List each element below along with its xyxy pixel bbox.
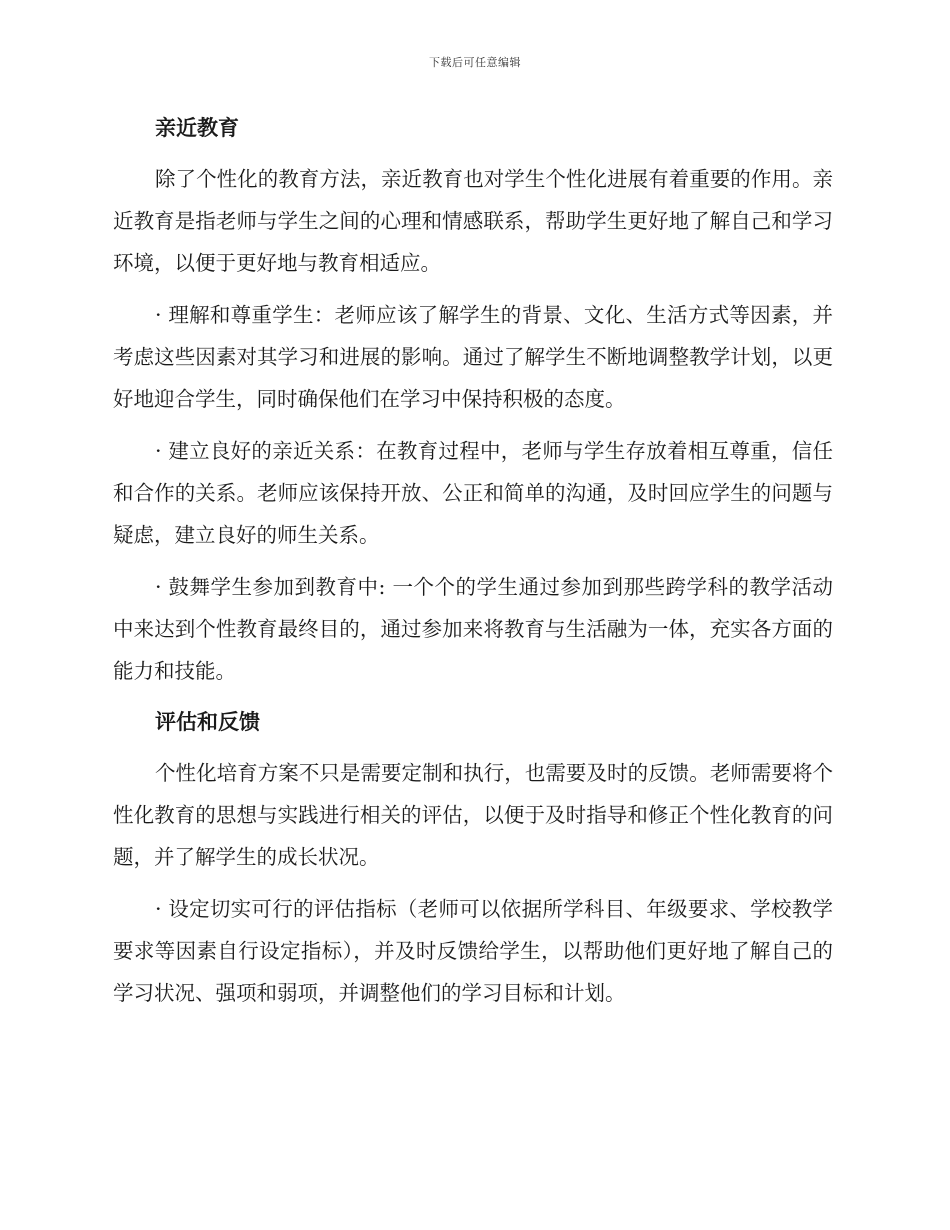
paragraph-set-indicators: · 设定切实可行的评估指标（老师可以依据所学科目、年级要求、学校教学要求等因素自行设定指标），并及时反馈给学生，以帮助他们更好地了解自己的学习状况、强项和弱项，并调整他们的学习目标和计划。: [113, 897, 833, 1005]
section-heading-closeness-education: 亲近教育: [155, 116, 239, 140]
paragraph-closeness-intro: 除了个性化的教育方法，亲近教育也对学生个性化进展有着重要的作用。亲近教育是指老师与学生之间的心理和情感联系，帮助学生更好地了解自己和学习环境，以便于更好地与教育相适应。: [113, 167, 833, 275]
paragraph-encourage-participation: · 鼓舞学生参加到教育中: 一个个的学生通过参加到那些跨学科的教学活动中来达到个性教育最终目的，通过参加来将教育与生活融为一体，充实各方面的能力和技能。: [113, 575, 833, 683]
document-body: [113, 108, 833, 1024]
paragraph-understand-respect: · 理解和尊重学生：老师应该了解学生的背景、文化、生活方式等因素，并考虑这些因素对其学习和进展的影响。通过了解学生不断地调整教学计划，以更好地迎合学生，同时确保他们在学习中保持积极的态度。: [113, 303, 833, 411]
section-heading-evaluation-feedback: 评估和反馈: [155, 710, 260, 734]
paragraph-good-relationship: · 建立良好的亲近关系：在教育过程中，老师与学生存放着相互尊重，信任和合作的关系。老师应该保持开放、公正和简单的沟通，及时回应学生的问题与疑虑，建立良好的师生关系。: [113, 439, 833, 547]
paragraph-evaluation-intro: 个性化培育方案不只是需要定制和执行，也需要及时的反馈。老师需要将个性化教育的思想与实践进行相关的评估，以便于及时指导和修正个性化教育的问题，并了解学生的成长状况。: [113, 761, 833, 869]
page-header: 下载后可任意编辑: [429, 56, 521, 69]
